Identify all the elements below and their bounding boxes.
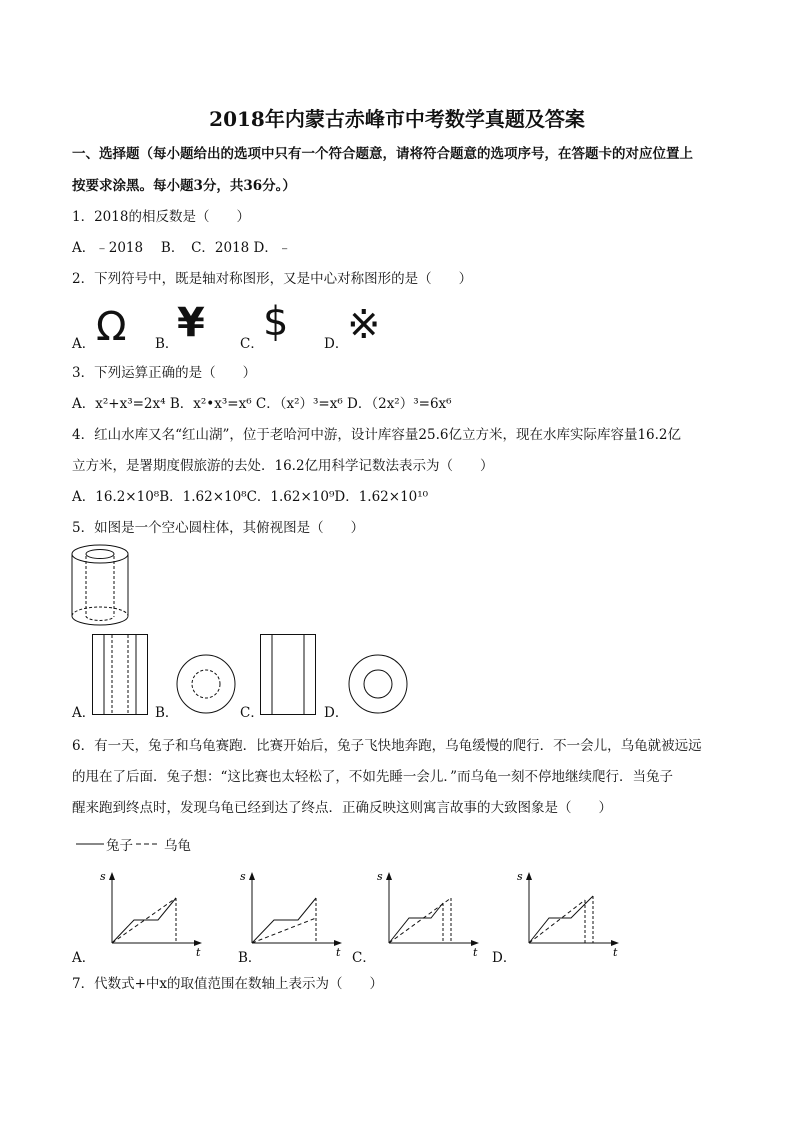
- legend-solid-line: [76, 838, 106, 848]
- option-label-b: B．: [155, 705, 179, 721]
- section-instructions-line1: 一、选择题（每小题给出的选项中只有一个符合题意，请将符合题意的选项序号，在答题卡的对应位置上: [72, 146, 693, 162]
- question-4-options: A．16.2×10⁸B．1.62×10⁸C．1.62×10⁹D．1.62×10¹⁰: [72, 489, 429, 505]
- option-b-ring-dashed: [176, 654, 238, 716]
- option-label-c: C．: [240, 705, 264, 721]
- question-4-line2: 立方米，是署期度假旅游的去处．16.2亿用科学记数法表示为（ ）: [72, 458, 494, 474]
- option-label-d: D．: [492, 950, 517, 966]
- option-label-a: A．: [72, 705, 96, 721]
- axis-label-s: s: [517, 870, 523, 883]
- axis-label-s: s: [377, 870, 383, 883]
- legend-turtle-label: 乌龟: [164, 838, 191, 854]
- question-1-options: A．﹣2018 B． C．2018 D．﹣: [72, 240, 292, 256]
- question-1-stem: 1．2018的相反数是（ ）: [72, 209, 250, 225]
- question-6-line3: 醒来跑到终点时，发现乌龟已经到达了终点．正确反映这则寓言故事的大致图象是（ ）: [72, 800, 612, 816]
- option-label-a: A．: [72, 950, 96, 966]
- question-3-stem: 3．下列运算正确的是（ ）: [72, 365, 257, 381]
- page-title: 2018年内蒙古赤峰市中考数学真题及答案: [209, 107, 585, 131]
- option-label-a: A．: [72, 336, 96, 352]
- axis-label-s: s: [240, 870, 246, 883]
- question-5-stem: 5．如图是一个空心圆柱体，其俯视图是（ ）: [72, 520, 365, 536]
- yen-symbol: ¥: [177, 300, 205, 346]
- question-6-line2: 的甩在了后面．兔子想：“这比赛也太轻松了，不如先睡一会儿．”而乌龟一刻不停地继续爬行．当兔子: [72, 769, 674, 785]
- option-label-d: D．: [324, 336, 349, 352]
- hollow-cylinder-figure: [62, 540, 142, 630]
- question-4-line1: 4．红山水库又名“红山湖”，位于老哈河中游，设计库容量25.6亿立方米，现在水库实际库容量16.2亿: [72, 427, 682, 443]
- axis-label-t: t: [613, 946, 618, 959]
- option-b-graph: [238, 868, 348, 958]
- option-a-graph: [98, 868, 208, 958]
- option-label-d: D．: [324, 705, 349, 721]
- legend-rabbit-label: 兔子: [106, 838, 133, 854]
- question-7-stem: 7．代数式+中x的取值范围在数轴上表示为（ ）: [72, 976, 384, 992]
- option-label-b: B．: [155, 336, 179, 352]
- axis-label-t: t: [473, 946, 478, 959]
- option-label-c: C．: [240, 336, 264, 352]
- option-a-rectangle-dashed: [92, 634, 150, 716]
- option-d-ring-solid: [348, 654, 410, 716]
- legend-dashed-line: [136, 838, 162, 848]
- axis-label-s: s: [100, 870, 106, 883]
- omega-symbol: Ω: [96, 304, 127, 350]
- axis-label-t: t: [336, 946, 341, 959]
- option-label-c: C．: [352, 950, 376, 966]
- option-c-graph: [375, 868, 485, 958]
- question-6-line1: 6．有一天，兔子和乌龟赛跑．比赛开始后，兔子飞快地奔跑，乌龟缓慢的爬行．不一会儿，乌龟就被远远: [72, 738, 702, 754]
- section-instructions-line2: 按要求涂黑。每小题3分，共36分。）: [72, 178, 296, 194]
- option-d-graph: [515, 868, 625, 958]
- question-2-stem: 2．下列符号中，既是轴对称图形，又是中心对称图形的是（ ）: [72, 271, 473, 287]
- option-c-rectangle-solid: [260, 634, 318, 716]
- axis-label-t: t: [196, 946, 201, 959]
- option-label-b: B．: [238, 950, 262, 966]
- question-3-options: A．x²+x³=2x⁴ B．x²•x³=x⁶ C．（x²）³=x⁶ D．（2x²）³=6x⁶: [72, 396, 452, 412]
- reference-mark-symbol: ※: [347, 302, 381, 348]
- dollar-symbol: $: [263, 299, 289, 345]
